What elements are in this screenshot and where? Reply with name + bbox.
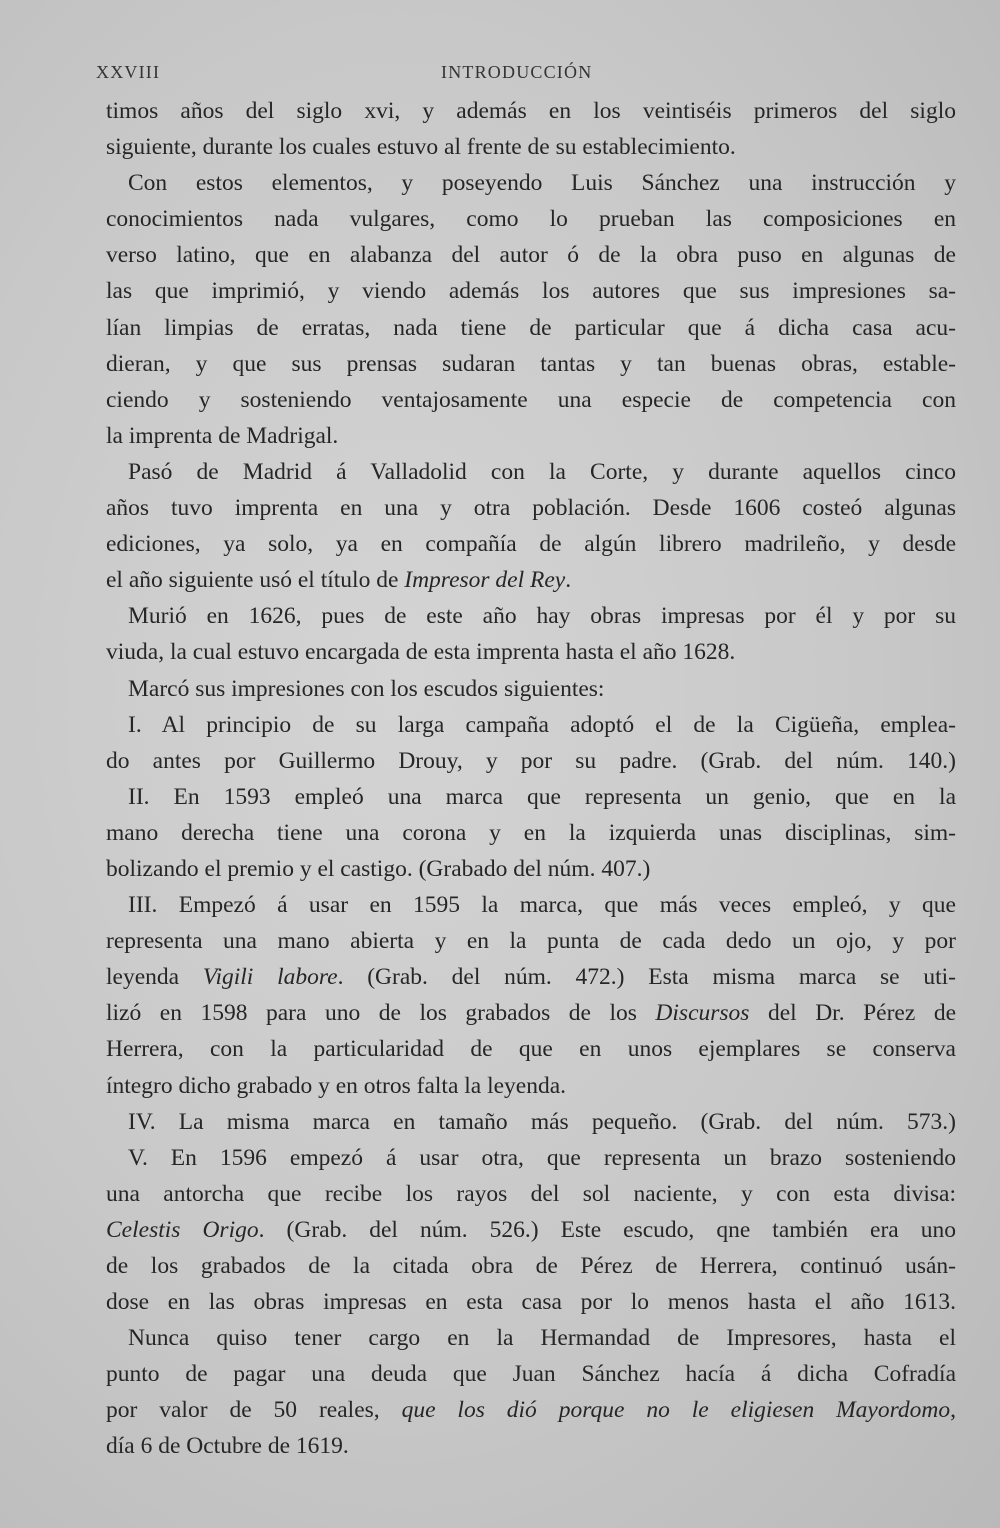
text-line-tail: . <box>565 567 572 594</box>
text-line <box>106 995 956 1031</box>
text-line-body: Pasó de Madrid á Valladolid con la Corte, y durante aquellos cinco <box>128 458 956 485</box>
text-line-body: II. En 1593 empleó una marca que representa un genio, que en la <box>128 783 956 810</box>
text-line <box>106 1320 956 1356</box>
text-line-body: bolizando el premio y el castigo. (Grabado del núm. 407.) <box>106 855 651 882</box>
text-line <box>106 634 956 670</box>
text-line-body: por valor de 50 reales, <box>106 1397 402 1424</box>
page-header-title: INTRODUCCIÓN <box>441 62 593 82</box>
text-line-body: dose en las obras impresas en esta casa por lo menos hasta el año 1613. <box>106 1289 956 1316</box>
text-line <box>106 165 956 201</box>
text-line <box>106 671 956 707</box>
text-line <box>106 490 956 526</box>
text-line-tail: , <box>950 1397 956 1424</box>
text-line <box>106 273 956 309</box>
text-line <box>106 1428 956 1464</box>
text-line-tail: . (Grab. del núm. 526.) Este escudo, qne también era uno <box>258 1216 957 1243</box>
text-line <box>106 707 956 743</box>
text-line <box>106 959 956 995</box>
text-line-body: Marcó sus impresiones con los escudos siguientes: <box>128 675 605 702</box>
text-line-body: íntegro dicho grabado y en otros falta la leyenda. <box>106 1072 567 1099</box>
text-line-body: una antorcha que recibe los rayos del sol naciente, y con esta divisa: <box>106 1180 956 1207</box>
text-line <box>106 1104 956 1140</box>
text-line <box>106 851 956 887</box>
text-line-body: Nunca quiso tener cargo en la Hermandad de Impresores, hasta el <box>128 1325 956 1352</box>
text-line <box>106 1284 956 1320</box>
text-line-tail: del Dr. Pérez de <box>749 1000 956 1027</box>
italic-text: Vigili labore <box>202 964 338 991</box>
text-line-body: Murió en 1626, pues de este año hay obras impresas por él y por su <box>128 603 956 630</box>
text-line <box>106 1068 956 1104</box>
text-line <box>106 201 956 237</box>
text-line <box>106 1176 956 1212</box>
text-line-body: representa una mano abierta y en la punta de cada dedo un ojo, y por <box>106 928 956 955</box>
text-line <box>106 1212 956 1248</box>
running-head <box>96 62 956 92</box>
italic-text: Impresor del Rey <box>404 567 566 594</box>
text-line <box>106 815 956 851</box>
text-line <box>106 779 956 815</box>
text-line-body: conocimientos nada vulgares, como lo prueban las composiciones en <box>106 206 956 233</box>
text-line-body: dieran, y que sus prensas sudaran tantas y tan buenas obras, estable- <box>106 350 956 377</box>
text-line <box>106 887 956 923</box>
text-line-body: viuda, la cual estuvo encargada de esta imprenta hasta el año 1628. <box>106 639 736 666</box>
text-line <box>106 382 956 418</box>
text-line-body: el año siguiente usó el título de <box>106 567 405 594</box>
text-line <box>106 1031 956 1067</box>
italic-text: Discursos <box>655 1000 750 1027</box>
text-line-body: leyenda <box>106 964 203 991</box>
text-line <box>106 562 956 598</box>
text-line <box>106 454 956 490</box>
text-line <box>106 923 956 959</box>
text-line-body: lizó en 1598 para uno de los grabados de los <box>106 1000 656 1027</box>
text-line-body: ciendo y sosteniendo ventajosamente una especie de competencia con <box>106 386 956 413</box>
text-line-body: años tuvo imprenta en una y otra población. Desde 1606 costeó algunas <box>106 495 956 522</box>
text-line <box>106 310 956 346</box>
italic-text: que los dió porque no le eligiesen Mayordomo <box>401 1397 951 1424</box>
text-line <box>106 743 956 779</box>
text-line <box>106 418 956 454</box>
text-line-body: las que imprimió, y viendo además los autores que sus impresiones sa- <box>106 278 956 305</box>
text-line <box>106 346 956 382</box>
text-line-body: timos años del siglo xvi, y además en los veintiséis primeros del siglo <box>106 98 956 124</box>
text-line-body: verso latino, que en alabanza del autor ó de la obra puso en algunas de <box>106 242 956 269</box>
text-line <box>106 237 956 273</box>
text-line <box>106 93 956 129</box>
text-line-body: mano derecha tiene una corona y en la izquierda unas disciplinas, sim- <box>106 819 956 846</box>
text-line-body: ediciones, ya solo, ya en compañía de algún librero madrileño, y desde <box>106 531 956 558</box>
body-text <box>106 93 956 1465</box>
text-line-body: I. Al principio de su larga campaña adoptó el de la Cigüeña, emplea- <box>128 711 956 738</box>
text-line <box>106 1248 956 1284</box>
text-line-body: de los grabados de la citada obra de Pérez de Herrera, continuó usán- <box>106 1253 956 1279</box>
text-line-body: lían limpias de erratas, nada tiene de particular que á dicha casa acu- <box>106 314 956 341</box>
text-line <box>106 598 956 634</box>
italic-text: Celestis Origo <box>106 1216 259 1243</box>
text-line <box>106 1392 956 1428</box>
text-line-body: Herrera, con la particularidad de que en unos ejemplares se conserva <box>106 1036 956 1063</box>
text-line-tail: . (Grab. del núm. 472.) Esta misma marca se uti- <box>337 964 956 991</box>
text-line <box>106 1356 956 1392</box>
text-line-body: V. En 1596 empezó á usar otra, que representa un brazo sosteniendo <box>128 1144 956 1171</box>
text-line <box>106 129 956 165</box>
text-line-body: día 6 de Octubre de 1619. <box>106 1433 349 1460</box>
text-line <box>106 526 956 562</box>
text-line-body: la imprenta de Madrigal. <box>106 422 339 449</box>
text-line <box>106 1140 956 1176</box>
text-line-body: IV. La misma marca en tamaño más pequeño. (Grab. del núm. 573.) <box>128 1108 956 1135</box>
text-line-body: Con estos elementos, y poseyendo Luis Sánchez una instrucción y <box>128 170 956 197</box>
text-line-body: do antes por Guillermo Drouy, y por su padre. (Grab. del núm. 140.) <box>106 747 956 774</box>
text-line-body: punto de pagar una deuda que Juan Sánchez hacía á dicha Cofradía <box>106 1361 956 1388</box>
page-number: XXVIII <box>96 62 161 82</box>
text-line-body: siguiente, durante los cuales estuvo al frente de su establecimiento. <box>106 134 736 161</box>
text-line-body: III. Empezó á usar en 1595 la marca, que más veces empleó, y que <box>128 892 956 919</box>
